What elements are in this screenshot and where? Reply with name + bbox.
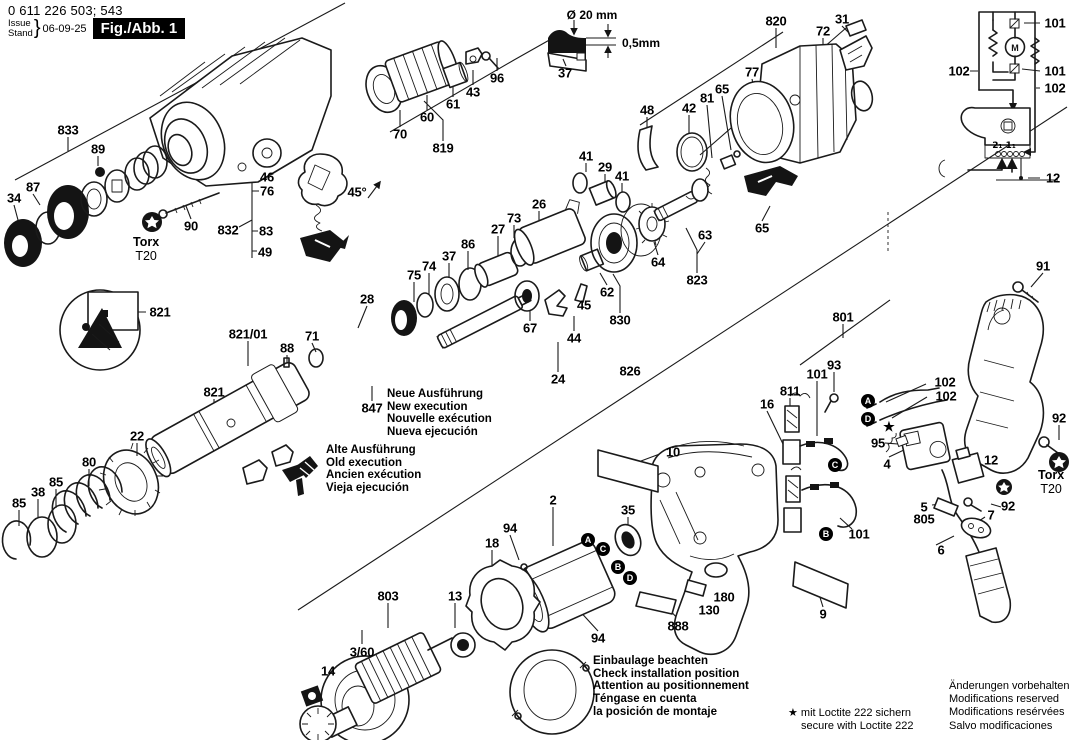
part-label-805: 805 [913, 511, 935, 527]
part-label-80: 80 [81, 454, 97, 470]
note-line: la posición de montaje [593, 705, 717, 718]
document-number: 0 611 226 503; 543 [8, 3, 123, 18]
part-label-71: 71 [304, 328, 320, 344]
issue-block [8, 17, 185, 40]
figure-label: Fig./Abb. 1 [93, 18, 186, 39]
part-label-10: 10 [665, 444, 681, 460]
part-label-102: 102 [934, 374, 956, 390]
switch-terminal-label: 2₁ 1₁ [992, 141, 1016, 151]
part-label-16: 16 [759, 396, 775, 412]
thickness-dimension: 0,5mm [621, 36, 661, 50]
note-line: ★ mit Loctite 222 sichern [788, 707, 911, 719]
part-label-94: 94 [502, 520, 518, 536]
part-label-41: 41 [578, 148, 594, 164]
assembly-marker-A: A [581, 533, 595, 547]
part-label-35: 35 [620, 502, 636, 518]
part-label-94: 94 [590, 630, 606, 646]
part-label-12: 12 [983, 452, 999, 468]
part-label-6: 6 [937, 542, 945, 558]
note-line: Vieja ejecución [326, 481, 409, 494]
part-label-49: 49 [257, 244, 273, 260]
note-loctite [788, 707, 914, 733]
part-label-43: 43 [465, 84, 481, 100]
part-label-823: 823 [686, 272, 708, 288]
part-label-45: 45° [347, 184, 367, 200]
part-label-75: 75 [406, 267, 422, 283]
loctite-star-marker: ★ [883, 419, 895, 434]
part-label-81: 81 [699, 90, 715, 106]
part-label-819: 819 [432, 140, 454, 156]
part-label-130: 130 [698, 602, 720, 618]
part-label-13: 13 [447, 588, 463, 604]
part-label-820: 820 [765, 13, 787, 29]
part-label-24: 24 [550, 371, 566, 387]
part-label-96: 96 [489, 70, 505, 86]
part-label-63: 63 [697, 227, 713, 243]
note-line: Modifications reserved [949, 693, 1060, 706]
note-line: Einbaulage beachten [593, 655, 709, 667]
part-label-821: 821 [149, 304, 171, 320]
part-label-48: 48 [639, 102, 655, 118]
note-installation [593, 655, 749, 718]
assembly-marker-C: C [596, 542, 610, 556]
part-label-90: 90 [183, 218, 199, 234]
part-label-28: 28 [359, 291, 375, 307]
part-label-830: 830 [609, 312, 631, 328]
part-label-91: 91 [1035, 258, 1051, 274]
note-line: Nueva ejecución [387, 425, 478, 438]
part-label-70: 70 [392, 126, 408, 142]
part-label-41: 41 [614, 168, 630, 184]
part-label-102: 102 [1044, 80, 1066, 96]
part-label-93: 93 [826, 357, 842, 373]
part-label-65: 65 [714, 81, 730, 97]
part-label-803: 803 [377, 588, 399, 604]
assembly-marker-C: C [828, 458, 842, 472]
part-label-180: 180 [713, 589, 735, 605]
part-label-62: 62 [599, 284, 615, 300]
part-label-832: 832 [217, 222, 239, 238]
diameter-dimension: Ø 20 mm [566, 8, 618, 22]
part-label-74: 74 [421, 258, 437, 274]
part-label-101: 101 [848, 526, 870, 542]
part-label-60: 60 [419, 109, 435, 125]
note-line: Attention au positionnement [593, 680, 749, 693]
part-label-72: 72 [815, 23, 831, 39]
part-label-360: 3/60 [349, 644, 375, 660]
part-label-44: 44 [566, 330, 582, 346]
assembly-marker-A: A [861, 394, 875, 408]
note-line: Alte Ausführung [326, 444, 416, 456]
part-label-18: 18 [484, 535, 500, 551]
torx-note-right: Torx T20 [1038, 468, 1065, 497]
part-label-77: 77 [744, 64, 760, 80]
note-line: Salvo modificaciones [949, 719, 1053, 732]
part-label-102: 102 [948, 63, 970, 79]
note-line: Nouvelle exécution [387, 413, 492, 426]
part-label-46: 46 [259, 169, 275, 185]
part-label-38: 38 [30, 484, 46, 500]
assembly-marker-B: B [611, 560, 625, 574]
part-label-101: 101 [806, 366, 828, 382]
part-label-821: 821 [203, 384, 225, 400]
part-label-85: 85 [48, 474, 64, 490]
torx-note-left: Torx T20 [133, 235, 160, 264]
part-label-86: 86 [460, 236, 476, 252]
issue-date: 06-09-25 [42, 22, 87, 35]
part-label-7: 7 [987, 507, 995, 523]
part-label-101: 101 [1044, 15, 1066, 31]
note-line: Ancien exécution [326, 469, 422, 482]
part-label-12: 12 [1045, 170, 1061, 186]
motor-letter: M [1011, 43, 1019, 53]
note-line: Téngase en cuenta [593, 692, 697, 705]
part-label-37: 37 [557, 65, 573, 81]
part-label-27: 27 [490, 221, 506, 237]
part-label-102: 102 [935, 388, 957, 404]
note-new-execution [387, 388, 492, 439]
part-label-88: 88 [279, 340, 295, 356]
part-label-42: 42 [681, 100, 697, 116]
note-line: New execution [387, 400, 468, 413]
note-line: secure with Loctite 222 [801, 720, 914, 733]
part-label-26: 26 [531, 196, 547, 212]
part-label-29: 29 [597, 159, 613, 175]
part-label-801: 801 [832, 309, 854, 325]
part-label-37: 37 [441, 248, 457, 264]
part-label-73: 73 [506, 210, 522, 226]
assembly-marker-D: D [861, 412, 875, 426]
part-label-14: 14 [320, 663, 336, 679]
part-label-45: 45 [576, 297, 592, 313]
part-label-92: 92 [1000, 498, 1016, 514]
note-line: Änderungen vorbehalten [949, 680, 1070, 692]
part-label-67: 67 [522, 320, 538, 336]
part-label-22: 22 [129, 428, 145, 444]
note-line: Neue Ausführung [387, 388, 484, 400]
part-label-9: 9 [819, 606, 827, 622]
part-label-92: 92 [1051, 410, 1067, 426]
note-line: Check installation position [593, 667, 740, 680]
note-line: Old execution [326, 456, 403, 469]
issue-stand-label: Issue Stand [8, 17, 33, 39]
issue-brace: } [33, 17, 41, 39]
part-label-85: 85 [11, 495, 27, 511]
part-label-2: 2 [549, 492, 557, 508]
part-label-87: 87 [25, 179, 41, 195]
part-label-31: 31 [834, 11, 850, 27]
assembly-marker-B: B [819, 527, 833, 541]
part-label-888: 888 [667, 618, 689, 634]
part-label-833: 833 [57, 122, 79, 138]
part-label-65: 65 [754, 220, 770, 236]
part-label-5: 5 [920, 499, 928, 515]
part-label-826: 826 [619, 363, 641, 379]
note-line: Modifications resérvées [949, 706, 1065, 719]
assembly-marker-D: D [623, 571, 637, 585]
part-label-4: 4 [883, 456, 891, 472]
part-label-811: 811 [779, 383, 801, 399]
part-label-89: 89 [90, 141, 106, 157]
note-old-execution [326, 444, 421, 495]
part-label-61: 61 [445, 96, 461, 112]
part-label-82101: 821/01 [228, 326, 268, 342]
part-label-64: 64 [650, 254, 666, 270]
part-label-83: 83 [258, 223, 274, 239]
part-label-95: 95 [870, 435, 886, 451]
part-label-76: 76 [259, 183, 275, 199]
part-label-847: 847 [361, 400, 383, 416]
part-label-101: 101 [1044, 63, 1066, 79]
part-label-34: 34 [6, 190, 22, 206]
note-modifications [949, 680, 1069, 733]
